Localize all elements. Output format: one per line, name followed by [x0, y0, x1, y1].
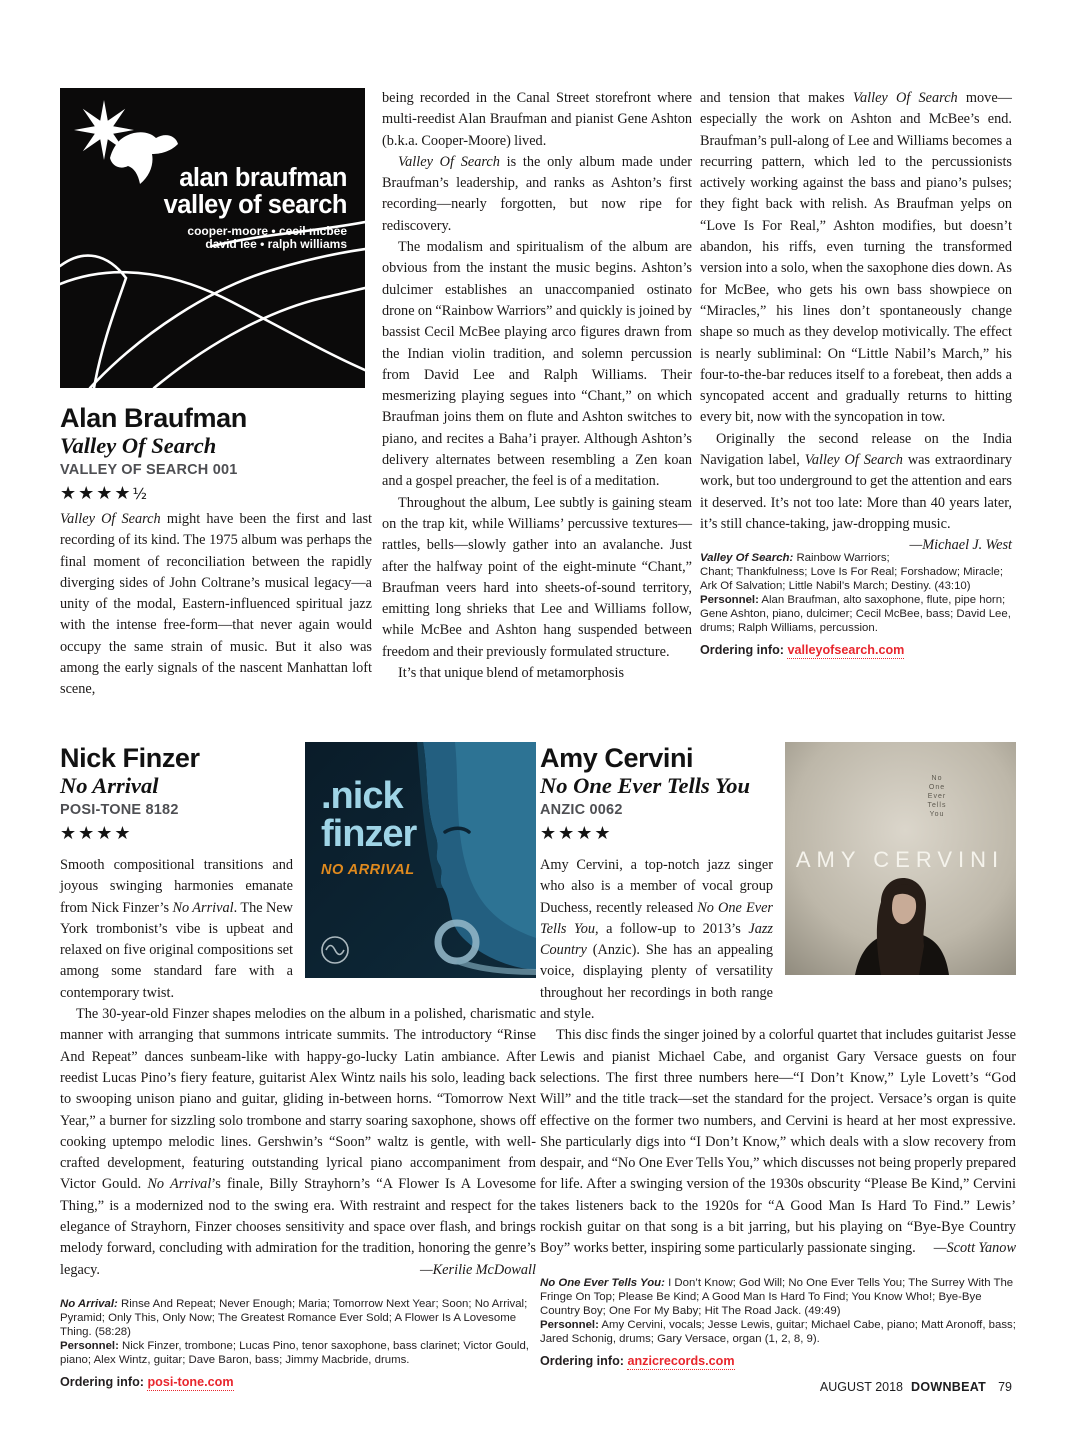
review-finzer — [60, 738, 536, 1389]
cover-title-text: valley of search — [163, 191, 347, 219]
cover-credits-1: cooper-moore • cecil mcbee — [187, 224, 347, 238]
catalog-number: POSI-TONE 8182 — [60, 802, 179, 818]
ordering-link[interactable]: anzicrecords.com — [627, 1353, 735, 1368]
ordering-info: Ordering info: anzicrecords.com — [540, 1353, 735, 1368]
album-title: Valley Of Search — [60, 433, 217, 458]
svg-text:One: One — [928, 784, 946, 791]
braufman-column-1 — [60, 88, 372, 701]
ordering-info: Ordering info: valleyofsearch.com — [700, 643, 905, 658]
cover-text-nick: .nick — [321, 775, 403, 817]
svg-text:Tells: Tells — [927, 802, 947, 809]
cover-text-finzer: finzer — [321, 813, 417, 855]
svg-text:You: You — [929, 811, 945, 818]
artist-name: Amy Cervini — [540, 743, 694, 773]
star-rating: ★★★★ — [60, 823, 133, 844]
personnel-list: Personnel: Amy Cervini, vocals; Jesse Lewis, guitar; Michael Cabe, piano; Matt Aronoff, bass; Jared Schonig, drums; Gary Versace, organ (1, 2, 8, 9). — [540, 1318, 1016, 1345]
album-cover-braufman — [60, 88, 365, 388]
cover-artist-text: alan braufman — [179, 164, 347, 192]
artist-name: Nick Finzer — [60, 743, 200, 773]
review-text: and tension that makes Valley Of Search move—especially the work on Ashton and McBee’s end. Braufman’s pull-along of Lee and Williams becomes a recurring pattern, which led to the percussionists actively working against the bass and piano’s pulses; they fight back with relish. As Braufman yelps on “Love Is For Real,” Ashton modifies, but doesn’t abandon, his riffs, even turning the transformed version into a solo, when the saxophone dies down. As for McBee, who gets his own bass showpiece on “Miracles,” his lines don’t spontaneously change shape so much as they develop motivically. The effect is nearly subliminal: On “Little Nabil’s March,” his four-to-the-bar reduces itself to a forebeat, then adds a syncopated accent and gradually returns to hitting every bit, now with the syncopation in tow. Originally the second release on the India Navigation label, Valley Of Search was extraordinary work, but too underground to get the attention and ears it deserved. It’s not too late: More than 40 years later, it’s still chance-taking, jaw-dropping music. —Michael J. West — [700, 90, 1012, 554]
ordering-info: Ordering info: posi-tone.com — [60, 1374, 234, 1389]
svg-text:Ever: Ever — [927, 793, 947, 800]
cover-text-no-arrival: NO ARRIVAL — [321, 862, 415, 878]
track-list: Valley Of Search: Rainbow Warriors; Chant; Thankfulness; Love Is For Real; Forshadow; Miracle; Ark Of Salvation; Little Nabil’s March; Destiny. (43:10) — [700, 552, 1004, 593]
ordering-link[interactable]: valleyofsearch.com — [787, 643, 905, 658]
catalog-number: ANZIC 0062 — [540, 802, 623, 818]
review-text: Smooth compositional transitions and joyous swinging harmonies emanate from Nick Finzer’s No Arrival. The New York trombonist’s vibe is upbeat and relaxed on five original compositions set among some standard fare with a contemporary twist. The 30-year-old Finzer shapes melodies on the album in a polished, charismatic manner with arranging that summons intricate summits. The introductory “Rinse And Repeat” dances sunbeam-like with happy-go-lucky Latin ambiance. After reedist Lucas Pino’s fiery feature, guitarist Alex Wintz nails his solo, leading back to swooping unison piano and guitar, gliding in-between horns. “Tomorrow Next Year,” a burner for sizzling solo trombone and starry soaring saxophone, shows off cooking uptempo melodic lines. Gershwin’s “Soon” waltz is gentle, with well-crafted development, featuring outstanding lyrical piano accompaniment from Victor Gould. No Arrival’s finale, Billy Strayhorn’s “A Flower Is A Lovesome Thing,” is a modernized nod to the swing era. With restraint and respect for the elegance of Strayhorn, Finzer chooses sensitivity and space over flash, and brings melody forward, concluding with admiration for the tradition, honoring the genre’s legacy. —Kerilie McDowall — [60, 857, 537, 1278]
ordering-link[interactable]: posi-tone.com — [147, 1374, 234, 1389]
footer-issue: AUGUST 2018 — [819, 1380, 904, 1394]
cover-main-title: AMY CERVINI — [795, 847, 1005, 872]
review-text: Amy Cervini, a top-notch jazz singer who also is a member of vocal group Duchess, recently released No One Ever Tells You, a follow-up to 2013’s Jazz Country (Anzic). She has an appealing voice, displaying plenty of versatility throughout her recordings in both range and style. This disc finds the singer joined by a colorful quartet that includes guitarist Jesse Lewis and pianist Michael Cabe, and organist Gary Versace guests on four selections. The first three numbers here—“I Don’t Know,” Lyle Lovett’s “God Will” and the title track—set the standard for the project. Versace’s organ is quite effective on the former two numbers, and Cervini is heard at her most expressive. She particularly digs into “I Don’t Know,” which deals with a slow recovery from despair, and “No One Ever Tells You,” which discusses not being properly prepared for life. After a swinging version of the 1930s obscurity “Please Be Kind,” Cervini takes listeners back to the 1920s for “A Good Man Is Hard To Find.” Lewis’ rockish guitar on that song is a bit jarring, but his playing on “Bye-Bye Country Boy” works better, inspiring some particularly passionate singing. —Scott Yanow — [540, 857, 1016, 1257]
album-cover-cervini — [785, 742, 1016, 975]
track-list: No Arrival: Rinse And Repeat; Never Enough; Maria; Tomorrow Next Year; Soon; No Arrival; Pyramid; Only This, Only Now; The Greatest Romance Ever Sold; A Flower Is A Lovesome Thing. (58:28) — [60, 1297, 528, 1338]
personnel-list: Personnel: Alan Braufman, alto saxophone, flute, pipe horn; Gene Ashton, piano, dulcimer; Cecil McBee, bass; David Lee, drums; Ralph Williams, percussion. — [700, 594, 1011, 635]
footer-page-number: 79 — [998, 1380, 1012, 1394]
finzer-infobox — [60, 1297, 536, 1389]
page-footer — [0, 1380, 1012, 1394]
artist-name: Alan Braufman — [60, 403, 247, 433]
braufman-column-3 — [700, 88, 1012, 657]
braufman-column-2 — [382, 88, 692, 684]
svg-text:No: No — [931, 775, 943, 782]
album-title: No Arrival — [60, 773, 159, 798]
review-cervini — [540, 738, 1016, 1368]
braufman-header — [60, 404, 372, 505]
track-list: No One Ever Tells You: I Don’t Know; God Will; No One Ever Tells You; The Surrey With The Fringe On Top; Please Be Kind; A Good Man Is Hard To Find; You Know Who!; Bye-Bye Country Boy; One For My Baby; Hit The Road Jack. (49:49) — [540, 1276, 1014, 1317]
review-text: Valley Of Search might have been the first and last recording of its kind. The 1975 album was perhaps the final moment of reconciliation between the rapidly diverging sides of John Coltrane’s musical legacy—a unity of the modal, Eastern-influenced spiritual jazz with the intense free-form—that never again would occupy the same strain of music. But it also was among the early signals of the nascent Manhattan loft scene, — [60, 511, 372, 698]
review-text: being recorded in the Canal Street storefront where multi-reedist Alan Braufman and pianist Gene Ashton (b.k.a. Cooper-Moore) lived. Valley Of Search is the only album made under Braufman’s leadership, and ranks as Ashton’s first recording—nearly forgotten, but now ripe for rediscovery. The modalism and spiritualism of the album are obvious from the instant the music begins. Ashton’s dulcimer establishes an unaccompanied ostinato drone on “Rainbow Warriors” and quickly is joined by bassist Cecil McBee playing arco figures drawn from the Indian violin tradition, and solemn percussion from David Lee and Ralph Williams. Their mesmerizing playing segues into “Chant,” on which Braufman joins them on flute and Ashton switches to piano, and recites a Baha’i prayer. Although Ashton’s delivery alternates between resembling a Zen koan and a gospel preacher, the feel is of a meditation. Throughout the album, Lee subtly is gaining steam on the trap kit, while Williams’ percussive textures—rattles, bells—slowly gather into an avalanche. Just after the halfway point of the eight-minute “Chant,” Braufman veers hard into sheets-of-sound territory, emitting long shrieks that Lee and Williams follow, while McBee and Ashton hang suspended between freedom and their previously formulated structure. It’s that unique blend of metamorphosis — [382, 90, 693, 682]
footer-brand: DOWNBEAT — [911, 1380, 987, 1394]
star-rating: ★★★★ — [540, 823, 613, 844]
album-title: No One Ever Tells You — [540, 773, 751, 798]
cover-credits-2: david lee • ralph williams — [205, 237, 347, 251]
album-cover-finzer — [305, 742, 536, 978]
cervini-infobox — [540, 1276, 1016, 1368]
personnel-list: Personnel: Nick Finzer, trombone; Lucas Pino, tenor saxophone, bass clarinet; Victor Gould, piano; Alex Wintz, guitar; Dave Baron, bass; Jimmy Macbride, drums. — [60, 1339, 529, 1366]
star-rating: ★★★★½ — [60, 483, 148, 504]
catalog-number: VALLEY OF SEARCH 001 — [60, 462, 238, 478]
braufman-infobox — [700, 551, 1012, 657]
